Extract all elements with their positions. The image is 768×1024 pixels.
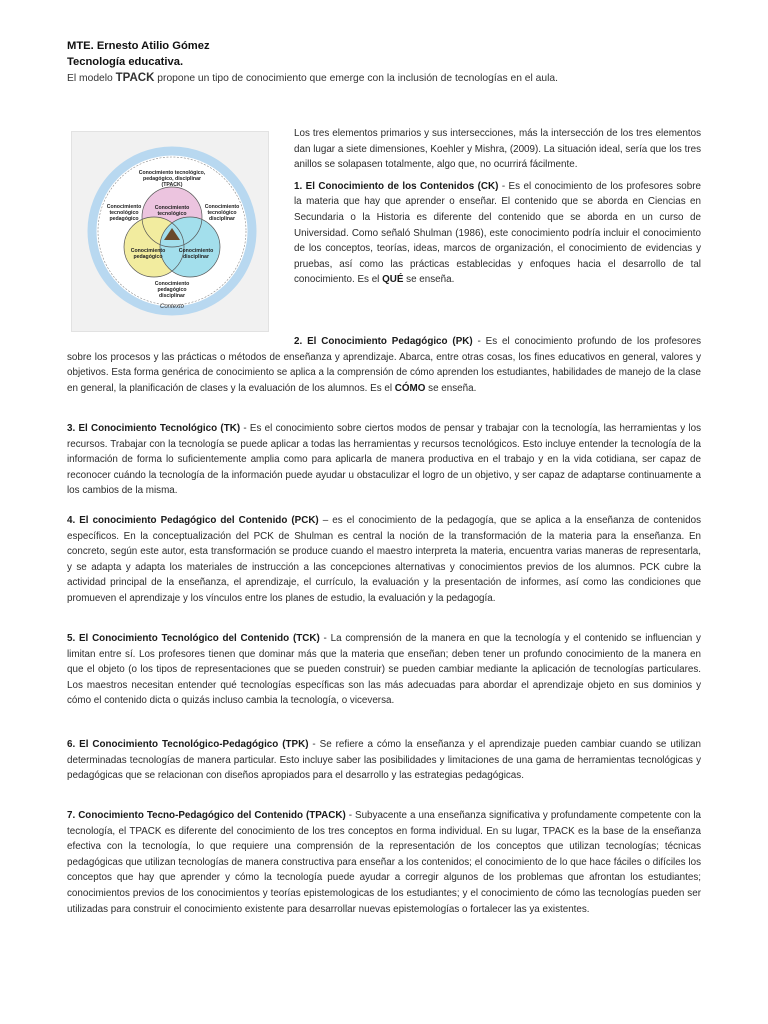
intro-line: [67, 71, 701, 86]
pk-tail: se enseña.: [425, 382, 477, 394]
pk-body: - Es el conocimiento profundo de los profesores sobre los procesos y las prácticas o métodos de enseñanza y aprendizaje. Abarca, entre otras cosas, los fines educativos en general, valores y objetivos. Esta forma genérica de conocimiento se aplica a la comprensión de cómo aprenden los estudiantes, habilidades de manejo de la clase en general, la planificación de clases y la evaluación de los alumnos. Es el: [67, 336, 701, 394]
label-ck-2: disciplinar: [183, 254, 209, 260]
label-pk-1: Conocimiento: [130, 248, 166, 254]
section-tpk: [67, 737, 701, 784]
label-tk-2: tecnológico: [157, 211, 187, 217]
ck-bold-que: QUÉ: [382, 274, 404, 286]
tk-body: - Es el conocimiento sobre ciertos modos de pensar y trabajar con la tecnología, las herramientas y los recursos. Trabajar con la tecnología se puede aplicar a todas las herramientas y recursos tecnológicos. Esto incluye entender la tecnología de la información de forma lo suficientemente amplia como para aplicarla de manera productiva en el trabajo y en la vida cotidiana, ser capaz de reconocer cuándo la tecnología de la información puede ayudar u obstaculizar el logro de un objetivo, y ser capaz de adaptarse continuamente a los cambios de la misma.: [67, 423, 701, 497]
paragraph-tpack: [67, 808, 701, 917]
label-tpk-1: Conocimiento: [106, 204, 142, 210]
tpack-diagram: [71, 131, 269, 332]
section-pck: [67, 513, 701, 607]
course-title: Tecnología educativa.: [67, 56, 184, 68]
tpk-title: 6. El Conocimiento Tecnológico-Pedagógico (TPK): [67, 739, 309, 750]
intro-bold: TPACK: [115, 72, 155, 84]
intro-pre: El modelo: [67, 73, 116, 84]
paragraph-tk: [67, 421, 701, 499]
pk-title: 2. El Conocimiento Pedagógico (PK): [294, 336, 473, 347]
paragraph-intro: Los tres elementos primarios y sus intersecciones, más la intersección de los tres elementos dan lugar a siete dimensiones, Koehler y Mishra, (2009). La situación ideal, sería que los tres anillos se solapasen totalmente, algo que, no ocurrirá fácilmente.: [294, 128, 701, 171]
intro-post: propone un tipo de conocimiento que emerge con la inclusión de tecnologías en el aula.: [154, 73, 558, 84]
tck-body: - La comprensión de la manera en que la tecnología y el contenido se influencian y limitan entre sí. Los profesores tienen que dominar más que la materia que enseñan; deben tener un profundo conocimiento de la manera en que el objeto (o los tipos de representaciones que se pueden construir) se pueden cambiar mediante la aplicación de tecnologías particulares. Los maestros necesitan entender qué tecnologías específicas son las más adecuadas para abordar el aprendizaje objeto en sus dominios y cómo el contenido dicta o quizás incluso cambia la tecnología, o viceversa.: [67, 633, 701, 707]
label-ck-1: Conocimiento: [178, 248, 214, 254]
tpack-body: - Subyacente a una enseñanza significativa y profundamente competente con la tecnología, el TPACK es diferente del conocimiento de los tres conceptos en forma individual. En su lugar, TPACK es la base de la enseñanza efectiva con la tecnología, lo que requiere una comprensión de la representación de los conceptos que utilizan tecnologías; técnicas pedagógicas que utilizan tecnologías de manera constructiva para enseñar a los contenidos; el conocimiento de lo que hace fáciles o difíciles los conceptos que hay que aprender y cómo la tecnología puede ayudar a corregir algunos de los problemas que afrontan los estudiantes; conocimientos previos de los conocimientos y teorías epistemologicas de los estudiantes; y el conocimiento de cómo las tecnologías pueden ser utilizadas para construir el conocimiento existente para desarrollar nuevas epistemologías o fortalecer las ya existentes.: [67, 810, 701, 915]
section-pk: [67, 334, 701, 396]
label-tck-3: disciplinar: [209, 216, 235, 222]
label-tpk-2: tecnológico: [109, 210, 139, 216]
paragraph-pck: [67, 513, 701, 607]
tpack-title: 7. Conocimiento Tecno-Pedagógico del Contenido (TPACK): [67, 810, 346, 821]
label-tpack-3: (TPACK): [161, 182, 183, 188]
section-tck: [67, 631, 701, 709]
label-tpk-3: pedagógico: [109, 216, 139, 222]
ck-tail: se enseña.: [403, 274, 455, 286]
label-tpack-1: Conocimiento tecnológico,: [138, 170, 206, 176]
ck-title: 1. El Conocimiento de los Contenidos (CK): [294, 180, 499, 192]
section-tk: [67, 421, 701, 499]
label-context: Contexto: [159, 304, 185, 310]
tck-title: 5. El Conocimiento Tecnológico del Contenido (TCK): [67, 633, 320, 644]
label-pk-2: pedagógico: [133, 254, 163, 260]
ck-body: - Es el conocimiento de los profesores sobre la materia que hay que aprender o enseñar. El contenido que se aborda en Ciencias en Secundaria o la Historia es diferente del contenido que se aborda en un curso de Universidad. Como señaló Shulman (1986), este conocimiento podría incluir el conocimiento de los conceptos, teorías, ideas, marcos de organización, el conocimiento de evidencias y pruebas, así como las prácticas establecidas y enfoques hacia el desarrollo de tal conocimiento. Es el: [294, 180, 701, 286]
tk-title: 3. El Conocimiento Tecnológico (TK): [67, 423, 241, 434]
label-pck-1: Conocimiento: [154, 281, 190, 287]
pk-bold-como: CÓMO: [394, 382, 426, 394]
author-name: MTE. Ernesto Atilio Gómez: [67, 40, 210, 52]
pck-body: – es el conocimiento de la pedagogía, que se aplica a la enseñanza de contenidos específicos. En la conceptualización del PCK de Shulman es central la noción de la transformación de la materia para la enseñanza. En concreto, según este autor, esta transformación se produce cuando el maestro interpreta la materia, encuentra varias maneras de representarla, y se adapta y adapta los materiales de instrucción a las concepciones alternativas y conocimientos previos de los alumnos. PCK cubre la actividad principal de la enseñanza, el aprendizaje, el currículo, la evaluación y la presentación de informes, así como las condiciones que promueven el aprendizaje y los vínculos entre los planes de estudio, la evaluación y la pedagogía.: [67, 515, 701, 604]
paragraph-tck: [67, 631, 701, 709]
label-pck-3: disciplinar: [159, 293, 185, 299]
tpk-body: - Se refiere a cómo la enseñanza y el aprendizaje pueden cambiar cuando se utilizan determinadas tecnologías de manera particular. Esto incluye saber las posibilidades y limitaciones de una gama de herramientas tecnológicas y pedagógicas que se relacionan con diseños apropiados para el desarrollo y las estrategias pedagógicas.: [67, 739, 701, 782]
tpack-venn-svg: [72, 132, 268, 331]
label-tck-1: Conocimiento: [204, 204, 240, 210]
right-column: [294, 126, 701, 294]
label-tck-2: tecnológico: [207, 210, 237, 216]
paragraph-tpk: [67, 737, 701, 784]
section-tpack: [67, 808, 701, 917]
label-tpack-2: pedagógico, disciplinar: [143, 176, 201, 182]
paragraph-ck: [294, 179, 701, 288]
label-pck-2: pedagógico: [157, 287, 187, 293]
paragraph-pk: [67, 334, 701, 396]
label-tk-1: Conocimiento: [154, 205, 190, 211]
document-header: [67, 38, 701, 86]
pck-title: 4. El conocimiento Pedagógico del Contenido (PCK): [67, 515, 319, 526]
